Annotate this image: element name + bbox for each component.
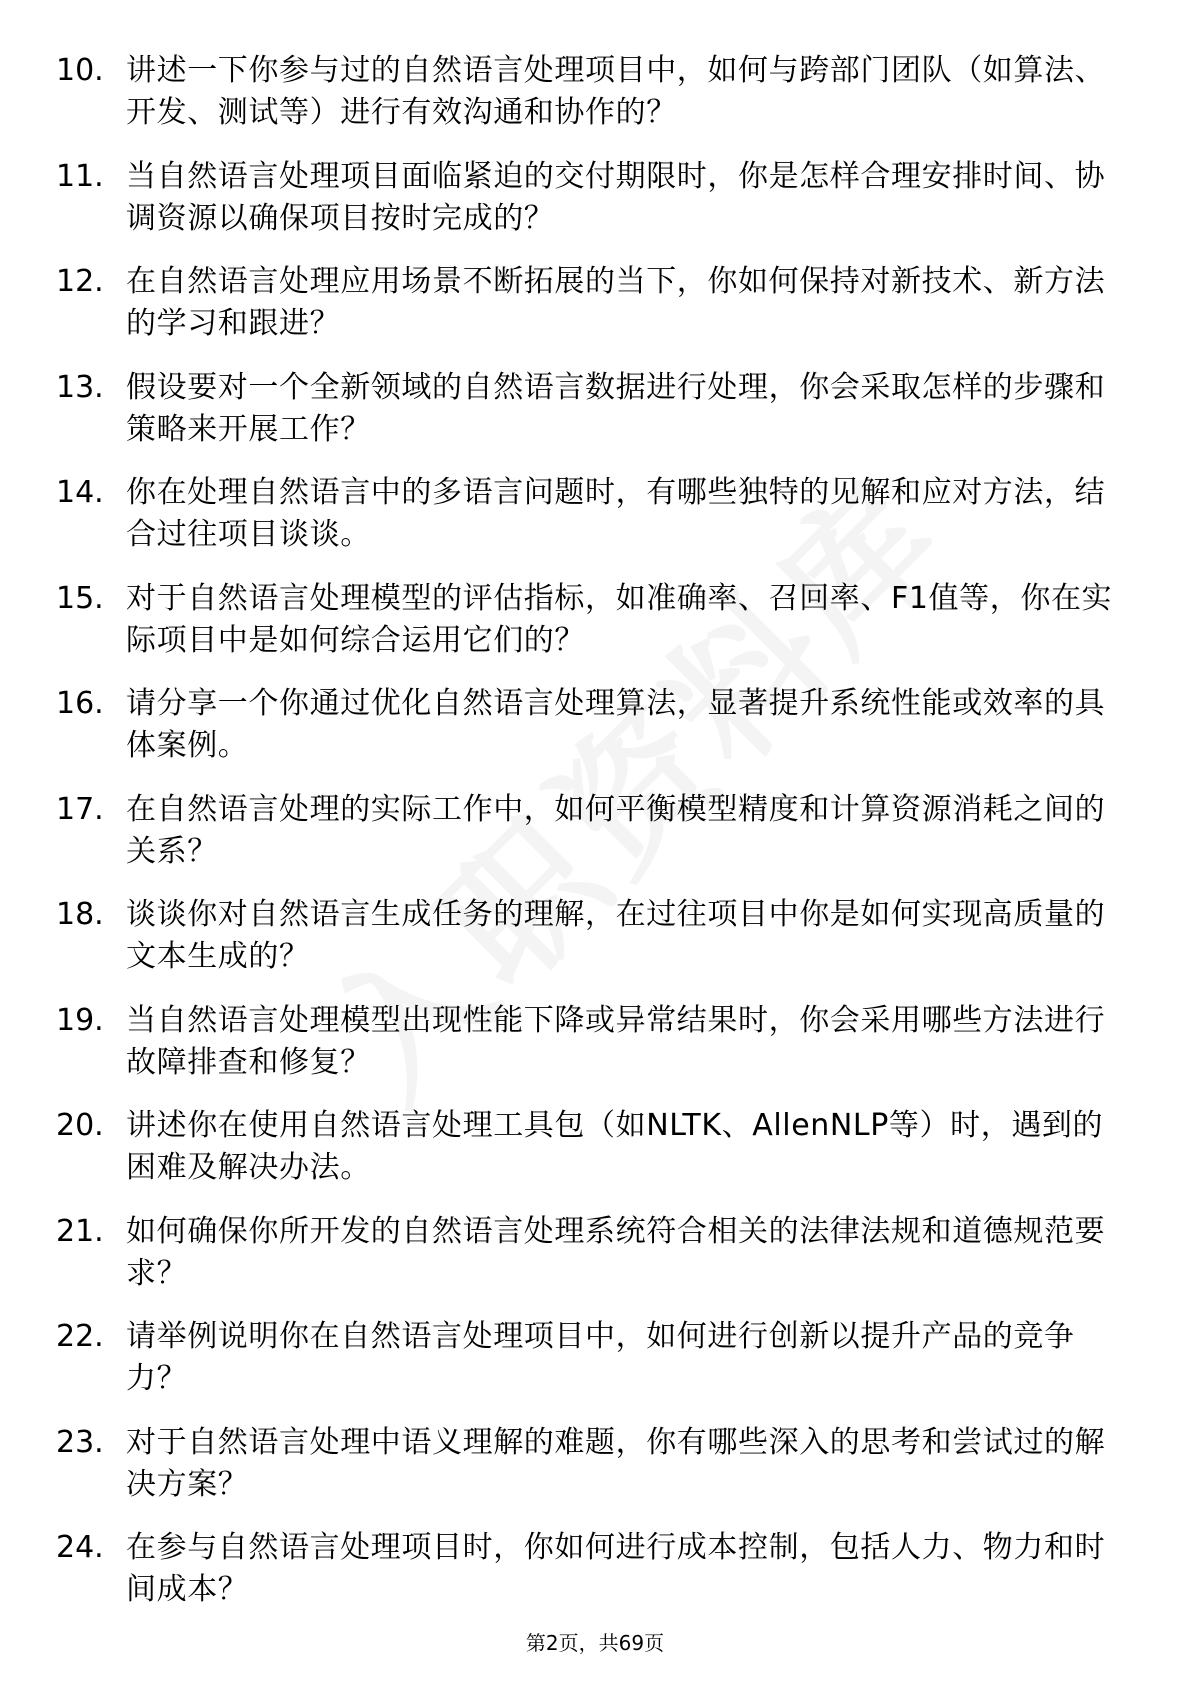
question-text: 对于自然语言处理模型的评估指标，如准确率、召回率、F1值等，你在实际项目中是如何综合运用它们的？	[126, 580, 1113, 658]
question-number: 13.	[56, 369, 104, 405]
question-number: 15.	[56, 580, 104, 616]
question-item	[56, 1527, 1116, 1633]
question-number: 17.	[56, 791, 104, 827]
question-item	[56, 683, 1116, 789]
question-text: 对于自然语言处理中语义理解的难题，你有哪些深入的思考和尝试过的解决方案？	[126, 1424, 1106, 1502]
question-text: 当自然语言处理项目面临紧迫的交付期限时，你是怎样合理安排时间、协调资源以确保项目按时完成的？	[126, 158, 1106, 236]
question-item	[56, 367, 1116, 473]
question-number: 12.	[56, 264, 104, 299]
question-item	[56, 472, 1116, 578]
question-number: 11.	[56, 158, 104, 194]
question-text: 当自然语言处理模型出现性能下降或异常结果时，你会采用哪些方法进行故障排查和修复？	[126, 1002, 1106, 1080]
question-text: 请分享一个你通过优化自然语言处理算法，显著提升系统性能或效率的具体案例。	[126, 686, 1106, 763]
question-item	[56, 1211, 1116, 1317]
question-number: 22.	[56, 1319, 104, 1354]
question-item	[56, 50, 1116, 156]
question-text: 你在处理自然语言中的多语言问题时，有哪些独特的见解和应对方法，结合过往项目谈谈。	[126, 475, 1106, 552]
question-text: 讲述一下你参与过的自然语言处理项目中，如何与跨部门团队（如算法、开发、测试等）进行有效沟通和协作的？	[126, 53, 1106, 130]
question-item	[56, 156, 1116, 262]
question-item	[56, 894, 1116, 1000]
question-number: 18.	[56, 897, 104, 932]
question-item	[56, 1105, 1116, 1211]
question-item	[56, 261, 1116, 367]
question-text: 在参与自然语言处理项目时，你如何进行成本控制，包括人力、物力和时间成本？	[126, 1530, 1106, 1607]
question-number: 23.	[56, 1424, 104, 1460]
question-item	[56, 578, 1116, 684]
question-item	[56, 1422, 1116, 1528]
question-text: 如何确保你所开发的自然语言处理系统符合相关的法律法规和道德规范要求？	[126, 1213, 1106, 1291]
question-text: 讲述你在使用自然语言处理工具包（如NLTK、AllenNLP等）时，遇到的困难及解决办法。	[126, 1108, 1104, 1185]
page-number-label: 第2页，共69页	[525, 1631, 665, 1655]
page-footer	[0, 1630, 1190, 1656]
question-text: 在自然语言处理应用场景不断拓展的当下，你如何保持对新技术、新方法的学习和跟进？	[126, 264, 1106, 341]
question-number: 19.	[56, 1002, 104, 1038]
question-number: 20.	[56, 1108, 104, 1143]
question-number: 16.	[56, 686, 104, 721]
question-item	[56, 1316, 1116, 1422]
question-number: 24.	[56, 1530, 104, 1565]
question-number: 10.	[56, 53, 104, 88]
question-text: 假设要对一个全新领域的自然语言数据进行处理，你会采取怎样的步骤和策略来开展工作？	[126, 369, 1106, 447]
question-text: 在自然语言处理的实际工作中，如何平衡模型精度和计算资源消耗之间的关系？	[126, 791, 1106, 869]
question-number: 21.	[56, 1213, 104, 1249]
question-text: 谈谈你对自然语言生成任务的理解，在过往项目中你是如何实现高质量的文本生成的？	[126, 897, 1106, 974]
question-number: 14.	[56, 475, 104, 510]
question-item	[56, 789, 1116, 895]
question-item	[56, 1000, 1116, 1106]
question-text: 请举例说明你在自然语言处理项目中，如何进行创新以提升产品的竞争力？	[126, 1319, 1075, 1396]
question-list	[56, 50, 1116, 1633]
